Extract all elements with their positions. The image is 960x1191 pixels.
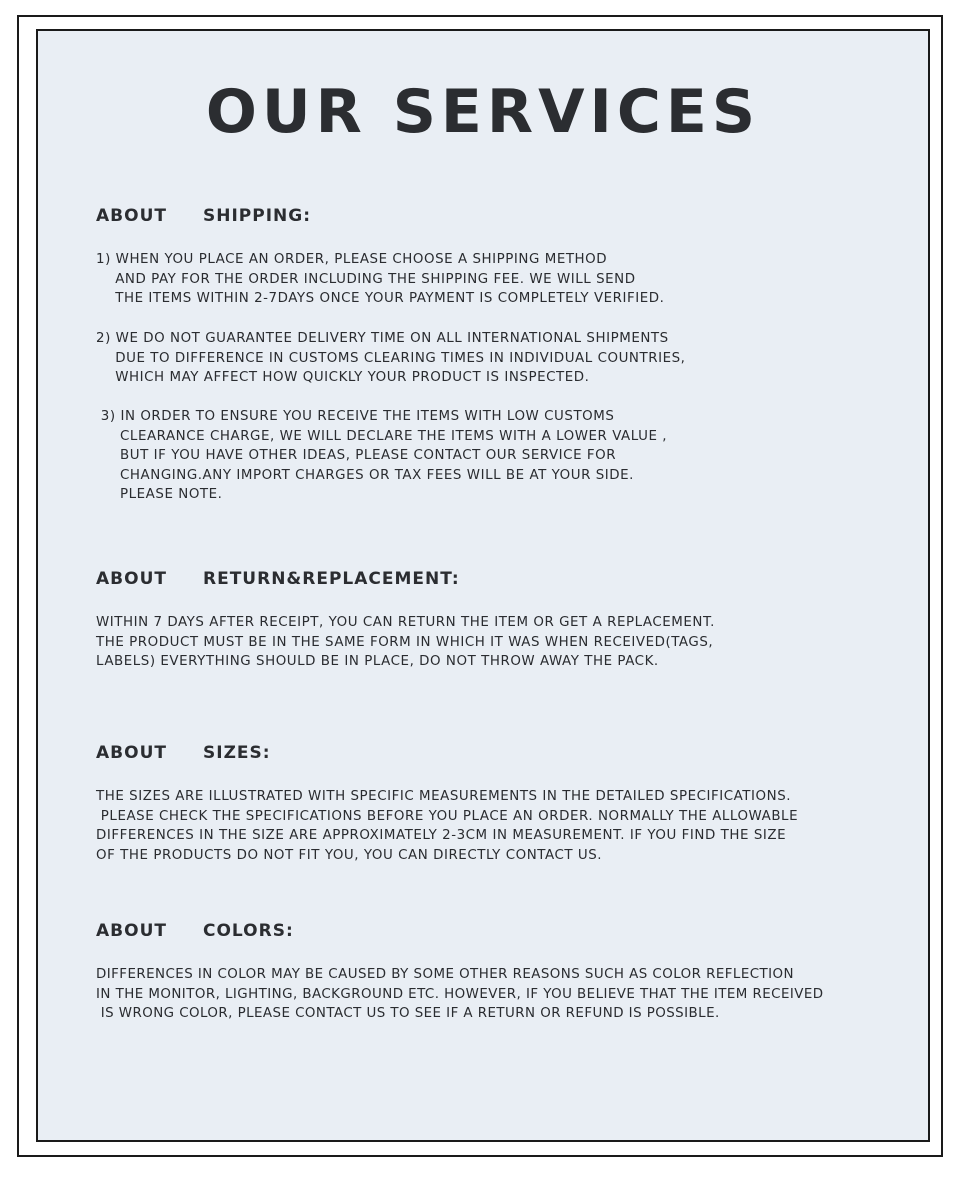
return-heading: [96, 568, 460, 590]
colors-line: IN THE MONITOR, LIGHTING, BACKGROUND ETC. HOWEVER, IF YOU BELIEVE THAT THE ITEM RECEIVED: [96, 986, 824, 1002]
shipping-item-1-line: AND PAY FOR THE ORDER INCLUDING THE SHIPPING FEE. WE WILL SEND: [96, 271, 636, 287]
return-paragraph: [96, 613, 715, 672]
shipping-item-1: [96, 250, 664, 309]
return-line: WITHIN 7 DAYS AFTER RECEIPT, YOU CAN RETURN THE ITEM OR GET A REPLACEMENT.: [96, 615, 715, 630]
sizes-paragraph: [96, 787, 798, 865]
sizes-heading-about: ABOUT: [96, 743, 167, 763]
return-line: THE PRODUCT MUST BE IN THE SAME FORM IN WHICH IT WAS WHEN RECEIVED(TAGS,: [96, 634, 714, 650]
colors-line: DIFFERENCES IN COLOR MAY BE CAUSED BY SOME OTHER REASONS SUCH AS COLOR REFLECTION: [96, 967, 795, 982]
sizes-heading-topic: SIZES:: [203, 743, 271, 763]
sizes-line: OF THE PRODUCTS DO NOT FIT YOU, YOU CAN DIRECTLY CONTACT US.: [96, 847, 603, 863]
return-heading-about: ABOUT: [96, 569, 167, 589]
shipping-item-2-line: 2) WE DO NOT GUARANTEE DELIVERY TIME ON ALL INTERNATIONAL SHIPMENTS: [96, 331, 669, 346]
shipping-heading-topic: SHIPPING:: [203, 206, 312, 226]
shipping-item-2-line: DUE TO DIFFERENCE IN CUSTOMS CLEARING TIMES IN INDIVIDUAL COUNTRIES,: [96, 350, 686, 366]
colors-heading: [96, 920, 294, 942]
colors-line: IS WRONG COLOR, PLEASE CONTACT US TO SEE IF A RETURN OR REFUND IS POSSIBLE.: [96, 1006, 720, 1022]
sizes-line: THE SIZES ARE ILLUSTRATED WITH SPECIFIC MEASUREMENTS IN THE DETAILED SPECIFICATIONS.: [96, 789, 792, 804]
colors-heading-topic: COLORS:: [203, 921, 294, 941]
shipping-item-1-line: THE ITEMS WITHIN 2-7DAYS ONCE YOUR PAYMENT IS COMPLETELY VERIFIED.: [96, 291, 665, 307]
shipping-heading: [96, 205, 311, 227]
shipping-item-3-line: CLEARANCE CHARGE, WE WILL DECLARE THE ITEMS WITH A LOWER VALUE ,: [96, 428, 668, 444]
shipping-item-2: [96, 329, 685, 388]
sizes-line: PLEASE CHECK THE SPECIFICATIONS BEFORE YOU PLACE AN ORDER. NORMALLY THE ALLOWABLE: [96, 808, 799, 824]
shipping-item-3-line: CHANGING.ANY IMPORT CHARGES OR TAX FEES WILL BE AT YOUR SIDE.: [96, 467, 634, 483]
shipping-item-3-line: BUT IF YOU HAVE OTHER IDEAS, PLEASE CONTACT OUR SERVICE FOR: [96, 448, 617, 464]
sizes-heading: [96, 742, 271, 764]
colors-paragraph: [96, 965, 824, 1024]
return-heading-topic: RETURN&REPLACEMENT:: [203, 569, 460, 589]
shipping-item-3-line: PLEASE NOTE.: [96, 487, 223, 503]
sizes-line: DIFFERENCES IN THE SIZE ARE APPROXIMATELY 2-3CM IN MEASUREMENT. IF YOU FIND THE SIZE: [96, 828, 787, 844]
shipping-item-3: [96, 407, 667, 505]
shipping-item-1-line: 1) WHEN YOU PLACE AN ORDER, PLEASE CHOOSE A SHIPPING METHOD: [96, 252, 608, 267]
services-panel: [36, 29, 930, 1142]
return-line: LABELS) EVERYTHING SHOULD BE IN PLACE, DO NOT THROW AWAY THE PACK.: [96, 654, 659, 670]
shipping-item-3-line: 3) IN ORDER TO ENSURE YOU RECEIVE THE ITEMS WITH LOW CUSTOMS: [96, 409, 615, 424]
shipping-heading-about: ABOUT: [96, 206, 167, 226]
page-title: OUR SERVICES: [205, 77, 761, 147]
colors-heading-about: ABOUT: [96, 921, 167, 941]
shipping-item-2-line: WHICH MAY AFFECT HOW QUICKLY YOUR PRODUCT IS INSPECTED.: [96, 370, 590, 386]
